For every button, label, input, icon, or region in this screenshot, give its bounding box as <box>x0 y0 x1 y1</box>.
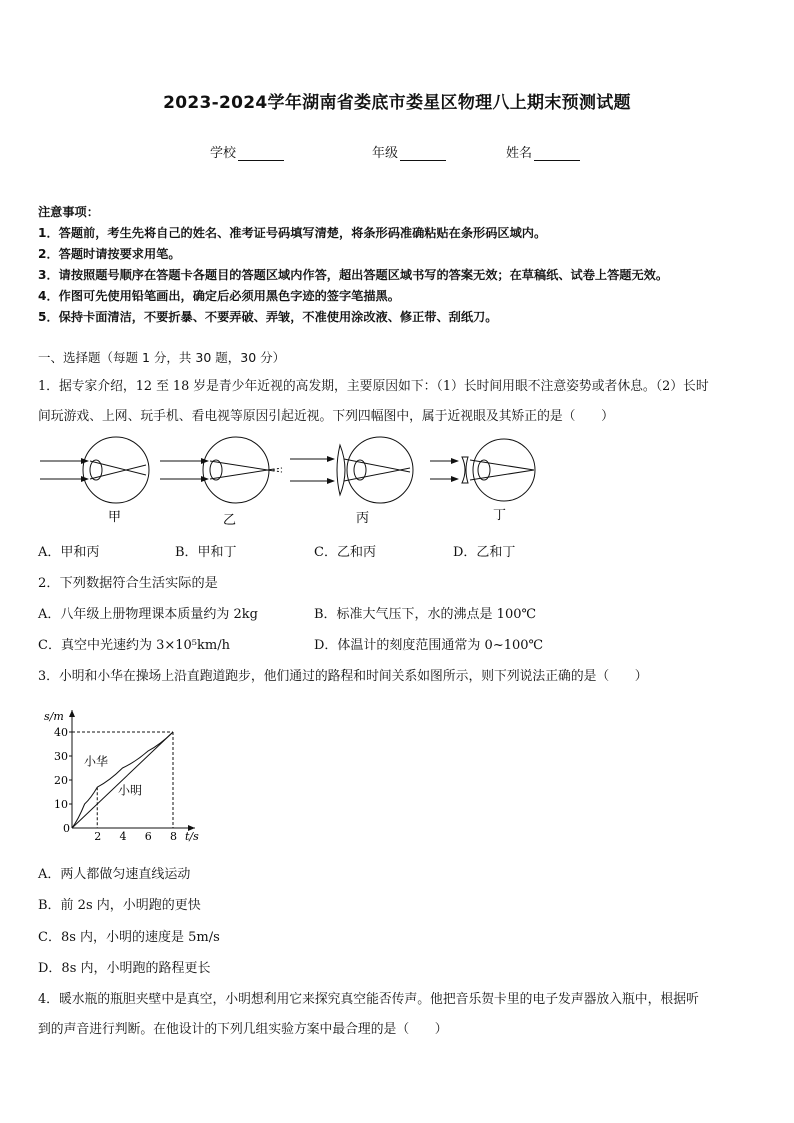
q3-stem: 3．小明和小华在操场上沿直跑道跑步，他们通过的路程和时间关系如图所示，则下列说法正确的是（ ） <box>38 669 648 684</box>
q1-stem-line1: 1．据专家介绍，12 至 18 岁是青少年近视的高发期，主要原因如下：（1）长时间用眼不注意姿势或者休息。（2）长时 <box>38 379 709 394</box>
q3-option-a[interactable]: A．两人都做匀速直线运动 <box>38 867 191 882</box>
q2-option-a[interactable]: A．八年级上册物理课本质量约为 2kg <box>38 607 258 622</box>
q2-option-b[interactable]: B．标准大气压下，水的沸点是 100℃ <box>314 607 537 622</box>
eye-diagrams <box>38 433 558 533</box>
st-chart <box>38 700 218 850</box>
section-heading: 一、选择题（每题 1 分，共 30 题，30 分） <box>38 350 286 365</box>
notes-heading: 注意事项： <box>38 205 99 219</box>
q2-stem: 2．下列数据符合生活实际的是 <box>38 576 218 591</box>
q4-stem-line1: 4．暖水瓶的瓶胆夹壁中是真空，小明想利用它来探究真空能否传声。他把音乐贺卡里的电子发声器放入瓶中，根据听 <box>38 992 699 1007</box>
q3-option-c[interactable]: C．8s 内，小明的速度是 5m/s <box>38 930 220 945</box>
page-title: 2023-2024学年湖南省娄底市娄星区物理八上期末预测试题 <box>163 93 631 113</box>
y-tick-label: 20 <box>54 774 68 787</box>
q3-option-b[interactable]: B．前 2s 内，小明跑的更快 <box>38 898 201 913</box>
q4-stem-line2: 到的声音进行判断。在他设计的下列几组实验方案中最合理的是（ ） <box>38 1022 448 1037</box>
eye-diagram-yi <box>160 437 282 503</box>
y-tick-label: 10 <box>54 798 68 811</box>
figure-label-ding: 丁 <box>493 508 507 523</box>
q1-option-d[interactable]: D．乙和丁 <box>453 545 516 560</box>
series-label-xiaohua: 小华 <box>84 754 109 769</box>
q1-option-a[interactable]: A．甲和丙 <box>38 545 100 560</box>
q1-option-b[interactable]: B．甲和丁 <box>175 545 237 560</box>
y-axis-label: s/m <box>44 710 64 723</box>
name-label: 姓名 <box>506 146 533 161</box>
note-item: 4．作图可先使用铅笔画出，确定后必须用黑色字迹的签字笔描黑。 <box>38 289 400 303</box>
figure-label-jia: 甲 <box>108 510 122 525</box>
x-tick-label: 2 <box>94 830 102 843</box>
name-field[interactable] <box>506 142 580 161</box>
eye-diagram-ding <box>430 439 535 501</box>
origin-label: 0 <box>63 822 70 835</box>
y-tick-label: 30 <box>54 750 68 763</box>
figure-label-bing: 丙 <box>356 511 370 526</box>
eye-diagram-jia <box>40 437 149 503</box>
q3-option-d[interactable]: D．8s 内，小明跑的路程更长 <box>38 961 211 976</box>
note-item: 3．请按照题号顺序在答题卡各题目的答题区域内作答，超出答题区域书写的答案无效；在草稿纸、试卷上答题无效。 <box>38 268 669 282</box>
figure-label-yi: 乙 <box>223 513 237 528</box>
q1-option-c[interactable]: C．乙和丙 <box>314 545 376 560</box>
series-line-xiaoming <box>72 732 173 828</box>
note-item: 1．答题前，考生先将自己的姓名、准考证号码填写清楚，将条形码准确粘贴在条形码区域内。 <box>38 226 547 240</box>
x-tick-label: 4 <box>119 830 127 843</box>
y-tick-label: 40 <box>54 726 68 739</box>
grade-label: 年级 <box>372 146 399 161</box>
note-item: 5．保持卡面清洁，不要折暴、不要弄破、弄皱，不准使用涂改液、修正带、刮纸刀。 <box>38 310 498 324</box>
grade-field[interactable] <box>372 142 446 161</box>
eye-diagram-bing <box>290 437 413 503</box>
q2-option-c[interactable]: C．真空中光速约为 3×10⁵km/h <box>38 638 230 653</box>
y-axis-arrow <box>69 710 75 717</box>
school-field[interactable] <box>210 142 284 161</box>
x-tick-label: 8 <box>170 830 177 843</box>
q1-stem-line2: 间玩游戏、上网、玩手机、看电视等原因引起近视。下列四幅图中，属于近视眼及其矫正的是（ ） <box>38 409 614 424</box>
note-item: 2．答题时请按要求用笔。 <box>38 247 181 261</box>
school-label: 学校 <box>210 146 237 161</box>
x-tick-label: 6 <box>144 830 152 843</box>
x-axis-label: t/s <box>185 830 199 843</box>
q2-option-d[interactable]: D．体温计的刻度范围通常为 0~100℃ <box>314 638 544 653</box>
series-label-xiaoming: 小明 <box>118 783 143 798</box>
